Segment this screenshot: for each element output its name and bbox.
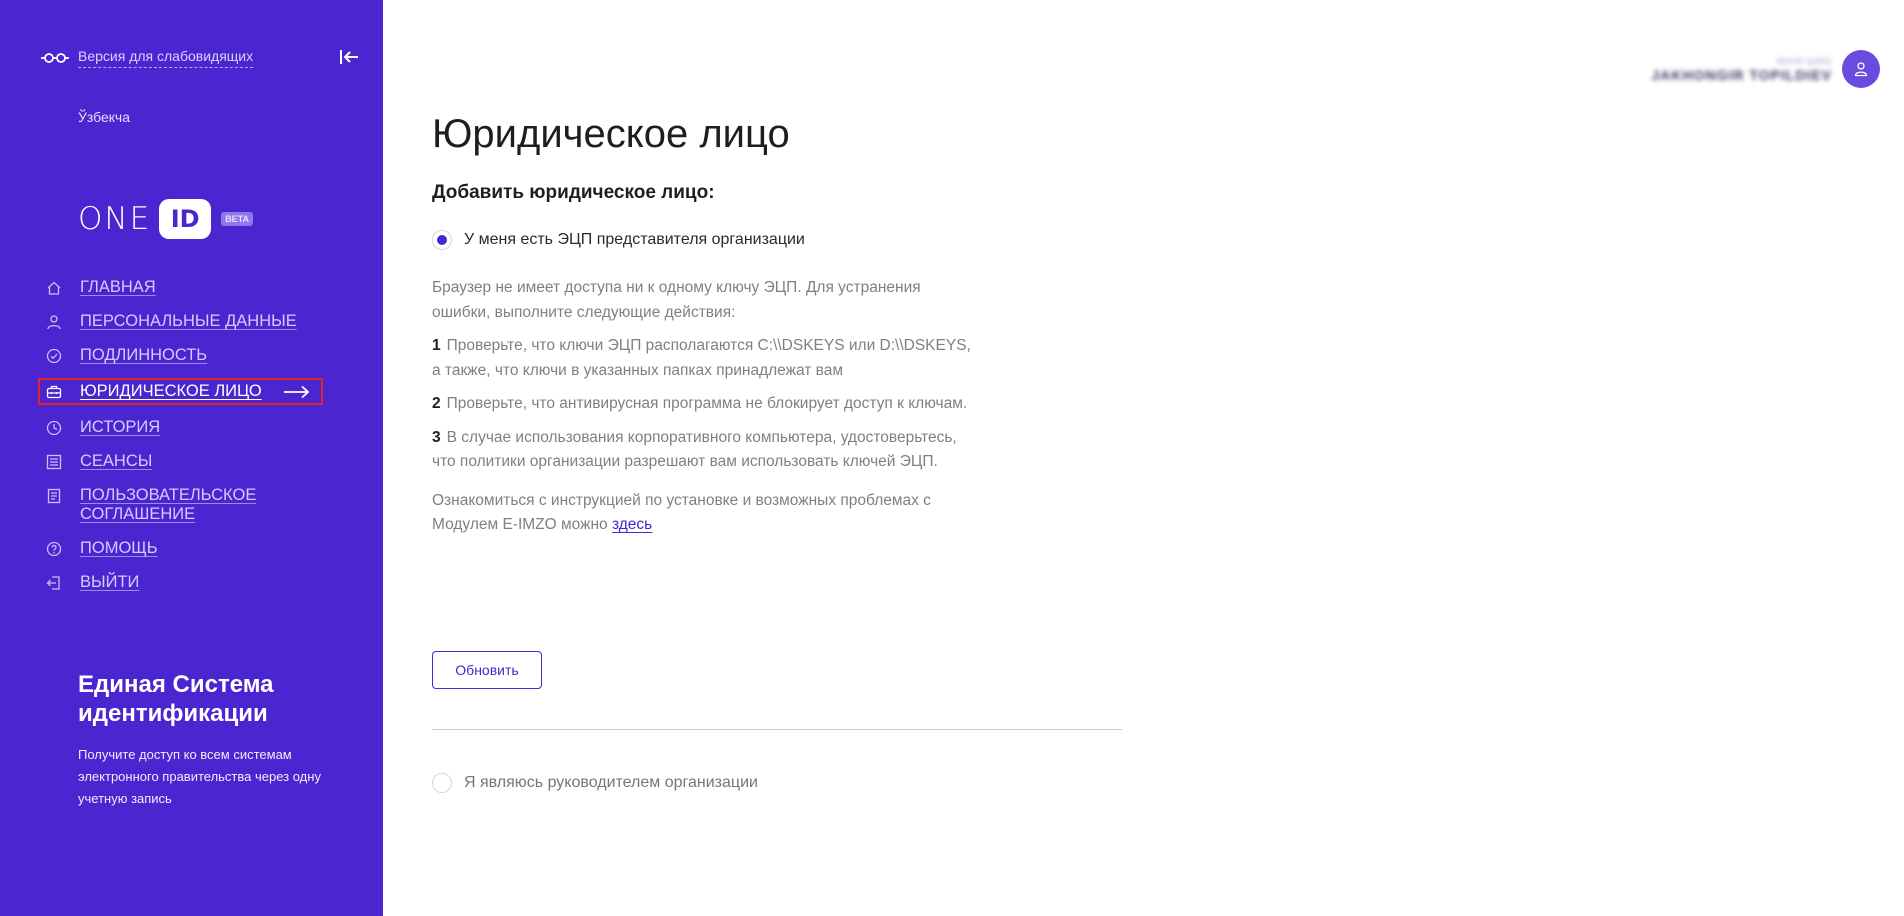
promo-block xyxy=(78,670,338,810)
radio-label: Я являюсь руководителем организации xyxy=(464,774,758,791)
instruction-label: Ознакомиться с инструкцией по установке и возможных проблемах с Модулем E-IMZO можно xyxy=(432,491,931,533)
radio-unchecked[interactable] xyxy=(432,773,452,793)
nav-label: ПОДЛИННОСТЬ xyxy=(80,346,208,364)
radio-label: У меня есть ЭЦП представителя организации xyxy=(464,231,805,248)
nav-item-home[interactable] xyxy=(40,278,340,297)
nav-item-history[interactable] xyxy=(40,418,340,437)
home-icon xyxy=(46,280,62,296)
user-menu[interactable] xyxy=(1651,50,1880,88)
step-text: Проверьте, что антивирусная программа не блокирует доступ к ключам. xyxy=(446,395,968,412)
promo-title: Единая Система идентификации xyxy=(78,671,274,727)
step-text: Проверьте, что ключи ЭЦП располагаются C:\\DSKEYS или D:\\DSKEYS, а также, что ключи в указанных папках принадлежат вам xyxy=(432,337,971,379)
logo[interactable] xyxy=(78,199,253,239)
nav-label: СЕАНСЫ xyxy=(80,452,153,470)
nav-item-help[interactable] xyxy=(40,539,340,558)
promo-text: Получите доступ ко всем системам электронного правительства через одну учетную запись xyxy=(78,747,321,806)
user-role: ишчи шахс xyxy=(1776,55,1832,67)
step-number: 2 xyxy=(432,395,441,412)
radio-checked[interactable] xyxy=(432,230,452,250)
vision-version-link[interactable]: Версия для слабовидящих xyxy=(78,48,253,68)
user-name: JAKHONGIR TOPILDIEV xyxy=(1651,67,1832,83)
instruction-text xyxy=(432,489,977,538)
logo-mark: ID xyxy=(159,199,211,239)
nav-label: ИСТОРИЯ xyxy=(80,418,161,436)
nav-item-legal-entity[interactable] xyxy=(40,380,321,403)
nav-item-authenticity[interactable] xyxy=(40,346,340,365)
sidebar xyxy=(0,0,383,916)
beta-badge: BETA xyxy=(221,212,253,226)
user-icon xyxy=(1853,61,1869,77)
nav-item-personal-data[interactable] xyxy=(40,312,340,331)
step-number: 1 xyxy=(432,337,441,354)
logout-icon xyxy=(46,575,62,591)
section-title: Добавить юридическое лицо: xyxy=(432,182,715,203)
briefcase-icon xyxy=(46,384,62,400)
arrow-right-icon xyxy=(283,385,310,399)
page-title: Юридическое лицо xyxy=(432,112,790,156)
divider xyxy=(432,729,1122,730)
nav-label: ПЕРСОНАЛЬНЫЕ ДАННЫЕ xyxy=(80,312,297,330)
user-icon xyxy=(46,314,62,330)
nav-label: ПОМОЩЬ xyxy=(80,539,158,557)
step-number: 3 xyxy=(432,428,441,446)
info-step xyxy=(432,426,977,475)
help-icon xyxy=(46,541,62,557)
radio-dot xyxy=(437,235,447,245)
nav-label: ПОЛЬЗОВАТЕЛЬСКОЕ СОГЛАШЕНИЕ xyxy=(80,486,257,523)
info-intro: Браузер не имеет доступа ни к одному ключу ЭЦП. Для устранения ошибки, выполните следующие действия: xyxy=(432,279,921,321)
nav-label: ВЫЙТИ xyxy=(80,573,140,591)
step-text: В случае использования корпоративного компьютера, удостоверьтесь, что политики организации разрешают вам использовать ключей ЭЦП. xyxy=(432,428,957,470)
nav-label: ЮРИДИЧЕСКОЕ ЛИЦО xyxy=(80,382,262,400)
option-ecp-representative[interactable] xyxy=(432,230,805,250)
refresh-button[interactable]: Обновить xyxy=(432,651,542,689)
info-step xyxy=(432,334,977,383)
check-circle-icon xyxy=(46,348,62,364)
list-icon xyxy=(46,454,62,470)
nav-item-user-agreement[interactable] xyxy=(40,486,340,524)
logo-word: ONE xyxy=(78,201,152,237)
option-organization-head[interactable] xyxy=(432,773,758,793)
user-info xyxy=(1651,55,1832,83)
avatar[interactable] xyxy=(1842,50,1880,88)
vision-toggle[interactable] xyxy=(40,48,253,68)
info-block xyxy=(432,276,977,547)
document-icon xyxy=(46,488,62,504)
nav-item-sessions[interactable] xyxy=(40,452,340,471)
clock-icon xyxy=(46,420,62,436)
language-switch[interactable]: Ўзбекча xyxy=(78,109,131,125)
info-step xyxy=(432,392,977,417)
instruction-link[interactable]: здесь xyxy=(611,516,653,533)
nav-label: ГЛАВНАЯ xyxy=(80,278,156,296)
nav-item-logout[interactable] xyxy=(40,573,340,592)
glasses-icon xyxy=(40,50,70,66)
sidebar-nav xyxy=(40,278,340,607)
collapse-sidebar-icon[interactable] xyxy=(338,47,360,67)
